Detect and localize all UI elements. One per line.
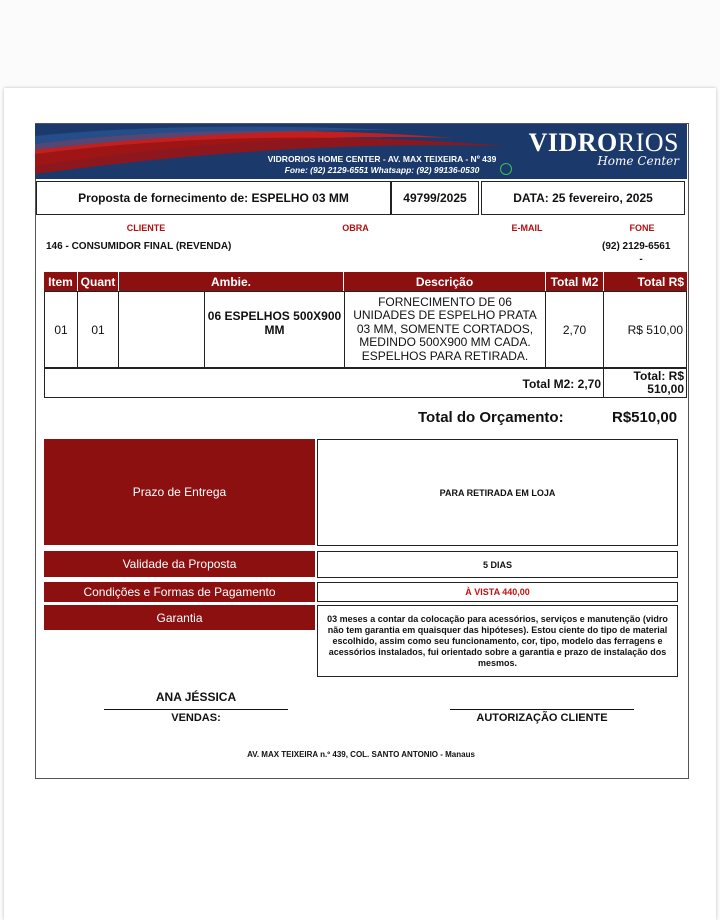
prazo-entrega-value: PARA RETIRADA EM LOJA — [439, 487, 556, 498]
obra-header: OBRA — [342, 222, 369, 233]
email-value-cell — [455, 236, 600, 269]
col-quant: Quant — [78, 272, 119, 291]
header-address: VIDRORIOS HOME CENTER - AV. MAX TEIXEIRA - Nº 439 — [267, 154, 497, 164]
obra-value-cell — [256, 236, 456, 269]
garantia-value: 03 meses a contar da colocação para acessórios, serviços e manutenção (vidro não tem garantia em quaisquer das hipóteses). Estou ciente do tipo de material escolhido, assim como seu funcionamento, cor, tipo, modelo das ferragens e acessórios instalados, fui orientado sobre a garantia e prazo de instalação dos mesmos. — [327, 613, 668, 668]
fone-suffix: - — [639, 254, 643, 265]
garantia-value-cell — [317, 605, 678, 677]
validade-label: Validade da Proposta — [44, 551, 315, 577]
fone-value-cell — [599, 236, 685, 269]
seller-label: VENDAS: — [171, 712, 221, 724]
row-total-rs-cell — [603, 291, 687, 368]
row-ambiente-cell — [118, 291, 205, 368]
client-signature-line — [450, 709, 634, 710]
prazo-entrega-value-cell — [317, 439, 678, 546]
header-banner — [35, 124, 687, 179]
header-phone: Fone: (92) 2129-6551 Whatsapp: (92) 99136-0530 — [284, 165, 480, 175]
row-descricao: FORNECIMENTO DE 06 UNIDADES DE ESPELHO PRATA 03 MM, SOMENTE CORTADOS, MEDINDO 500X900 MM CADA. ESPELHOS PARA RETIRADA. — [353, 294, 537, 363]
col-total-rs: Total R$ — [604, 272, 687, 291]
row-quant-cell — [77, 291, 119, 368]
validade-value: 5 DIAS — [482, 559, 512, 570]
col-ambiente: Ambie. — [119, 272, 344, 291]
obra-header-cell — [256, 219, 456, 237]
email-header-cell — [455, 219, 600, 237]
prazo-entrega-label: Prazo de Entrega — [44, 439, 315, 545]
row-total-rs: R$ 510,00 — [627, 322, 683, 337]
client-header-cell — [36, 219, 257, 237]
seller-name: ANA JÉSSICA — [155, 690, 237, 704]
brand-main-bold: VIDRO — [528, 128, 618, 157]
proposal-title-box — [36, 181, 391, 215]
whatsapp-icon — [500, 163, 512, 175]
pagamento-label: Condições e Formas de Pagamento — [44, 582, 315, 602]
brand-logo — [529, 130, 679, 167]
pagamento-value-cell — [317, 582, 678, 602]
proposal-number: 49799/2025 — [403, 191, 467, 205]
garantia-label: Garantia — [44, 605, 315, 630]
row-produto: 06 ESPELHOS 500X900 MM — [207, 308, 342, 337]
proposal-date: DATA: 25 fevereiro, 2025 — [513, 191, 653, 205]
fone-header-cell — [599, 219, 685, 237]
proposal-number-box — [391, 181, 479, 215]
totals-rs-cell — [603, 368, 687, 398]
brand-sub: Home Center — [597, 154, 679, 168]
total-value: R$510,00 — [612, 409, 678, 426]
client-authorization-label: AUTORIZAÇÃO CLIENTE — [476, 712, 608, 724]
proposal-title: Proposta de fornecimento de: ESPELHO 03 MM — [78, 191, 349, 205]
row-produto-cell — [204, 291, 345, 368]
row-item: 01 — [54, 322, 68, 337]
brand-main-rest: RIOS — [617, 128, 679, 157]
footer-address: AV. MAX TEIXEIRA n.º 439, COL. SANTO ANTONIO - Manaus — [247, 750, 475, 759]
fone-value: (92) 2129-6561 — [602, 241, 671, 252]
validade-value-cell — [317, 551, 678, 578]
col-item: Item — [44, 272, 78, 291]
client-value: 146 - CONSUMIDOR FINAL (REVENDA) — [46, 241, 232, 252]
client-header: CLIENTE — [126, 222, 166, 233]
footer-total-m2: Total M2: 2,70 — [522, 377, 601, 391]
seller-signature-line — [104, 709, 288, 710]
proposal-date-box — [481, 181, 685, 215]
row-item-cell — [44, 291, 78, 368]
col-total-m2: Total M2 — [546, 272, 604, 291]
row-descricao-cell — [344, 291, 546, 368]
total-label: Total do Orçamento: — [418, 409, 564, 426]
row-quant: 01 — [91, 322, 105, 337]
pagamento-value: À VISTA 440,00 — [465, 587, 530, 597]
fone-header: FONE — [629, 222, 655, 233]
footer-total-rs: Total: R$ 510,00 — [633, 369, 684, 396]
client-value-cell — [36, 236, 257, 269]
col-descricao: Descrição — [344, 272, 546, 291]
email-header: E-MAIL — [511, 222, 543, 233]
totals-m2-cell — [44, 368, 604, 398]
row-total-m2-cell — [545, 291, 604, 368]
row-total-m2: 2,70 — [562, 322, 587, 337]
